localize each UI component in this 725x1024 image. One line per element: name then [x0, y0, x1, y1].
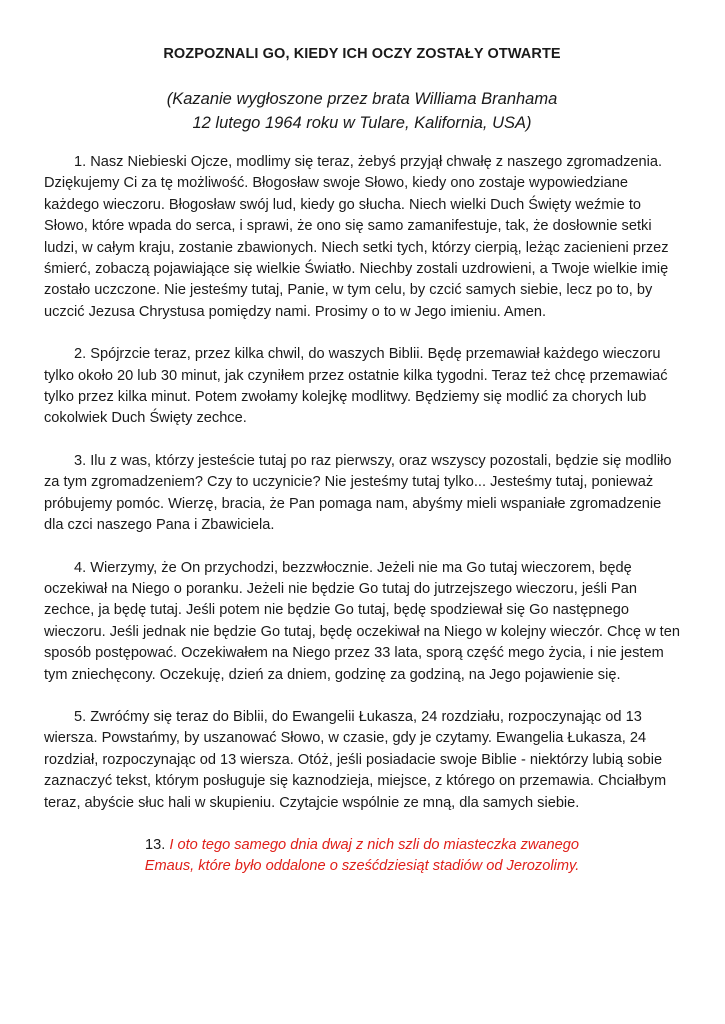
paragraph-1: 1. Nasz Niebieski Ojcze, modlimy się teraz, żebyś przyjął chwałę z naszego zgromadzenia. Dziękujemy Ci za tę możliwość. Błogosław swoje Słowo, kiedy ono zostaje wypowiedziane każdego wieczoru. Błogosław swój lud, kiedy go słucha. Niech wielki Duch Święty weźmie to Słowo, które wpada do serca, i sprawi, że ono się samo zamanifestuje, tak, że dosłownie setki ludzi, w całym kraju, zostanie zbawionych. Niech setki tych, którzy cierpią, leżąc zacienieni przez śmierć, zobaczą pojawiające się wielkie Światło. Niechby zostali uzdrowieni, a Twoje wielkie imię zostało uczczone. Nie jesteśmy tutaj, Panie, w tym celu, by czcić samych siebie, lecz po to, by uczcić Jezusa Chrystusa pomiędzy nami. Prosimy o to w Jego imieniu. Amen. [44, 154, 669, 320]
document-title: ROZPOZNALI GO, KIEDY ICH OCZY ZOSTAŁY OTWARTE [163, 46, 561, 62]
paragraph-5: 5. Zwróćmy się teraz do Biblii, do Ewangelii Łukasza, 24 rozdziału, rozpoczynając od 13 wiersza. Powstańmy, by uszanować Słowo, w czasie, gdy je czytamy. Ewangelia Łukasza, 24 rozdział, rozpoczynając od 13 wiersza. Otóż, jeśli posiadacie swoje Biblie - niektórzy lubią sobie zaznaczyć tekst, którym posługuje się kaznodzieja, miejsce, z którego on przemawia. Chciałbym teraz, abyście słuc hali w skupieniu. Czytajcie wspólnie ze mną, dla samych siebie. [44, 708, 667, 811]
verse-number: 13. [144, 836, 166, 853]
subtitle-line-2: 12 lutego 1964 roku w Tulare, Kalifornia, USA) [192, 114, 532, 132]
paragraph-3: 3. Ilu z was, którzy jesteście tutaj po raz pierwszy, oraz wszyscy pozostali, będzie się modliło za tym zgromadzeniem? Czy to uczynicie? Nie jesteśmy tutaj tylko... Jesteśmy tutaj, ponieważ próbujemy pomóc. Wierzę, bracia, że Pan pomaga nam, abyśmy mieli wspaniałe zgromadzenie dla czci naszego Pana i Zbawiciela. [44, 452, 672, 534]
verse-text: I oto tego samego dnia dwaj z nich szli do miasteczka zwanego Emaus, które było oddalone o sześćdziesiąt stadiów od Jerozolimy. [144, 836, 580, 875]
subtitle-line-1: (Kazanie wygłoszone przez brata Williama Branhama [166, 90, 558, 108]
scripture-verse [142, 835, 582, 878]
sermon-subtitle [44, 87, 680, 135]
paragraph-2: 2. Spójrzcie teraz, przez kilka chwil, do waszych Biblii. Będę przemawiał każdego wieczoru tylko około 20 lub 30 minut, jak czyniłem przez ostatnie kilka tygodni. Teraz też chcę przemawiać tylko przez kilka minut. Potem zwołamy kolejkę modlitwy. Będziemy się modlić za chorych lub cokolwiek Duch Święty zechce. [44, 346, 668, 427]
document-page [44, 44, 680, 878]
paragraph-4: 4. Wierzymy, że On przychodzi, bezzwłocznie. Jeżeli nie ma Go tutaj wieczorem, będę oczekiwał na Niego o poranku. Jeżeli nie będzie Go tutaj do jutrzejszego wieczoru, jeśli Pan zechce, ja będę tutaj. Jeśli potem nie będzie Go tutaj, będę spodziewał się Go następnego wieczoru. Jeśli jednak nie będzie Go tutaj, będę oczekiwał na Niego w kolejny wieczór. Chcę w ten sposób postępować. Oczekiwałem na Niego przez 33 lata, sporą część mego życia, i nie jestem tym zniechęcony. Oczekuję, dzień za dniem, godzinę za godziną, na Jego pojawienie się. [44, 559, 680, 683]
